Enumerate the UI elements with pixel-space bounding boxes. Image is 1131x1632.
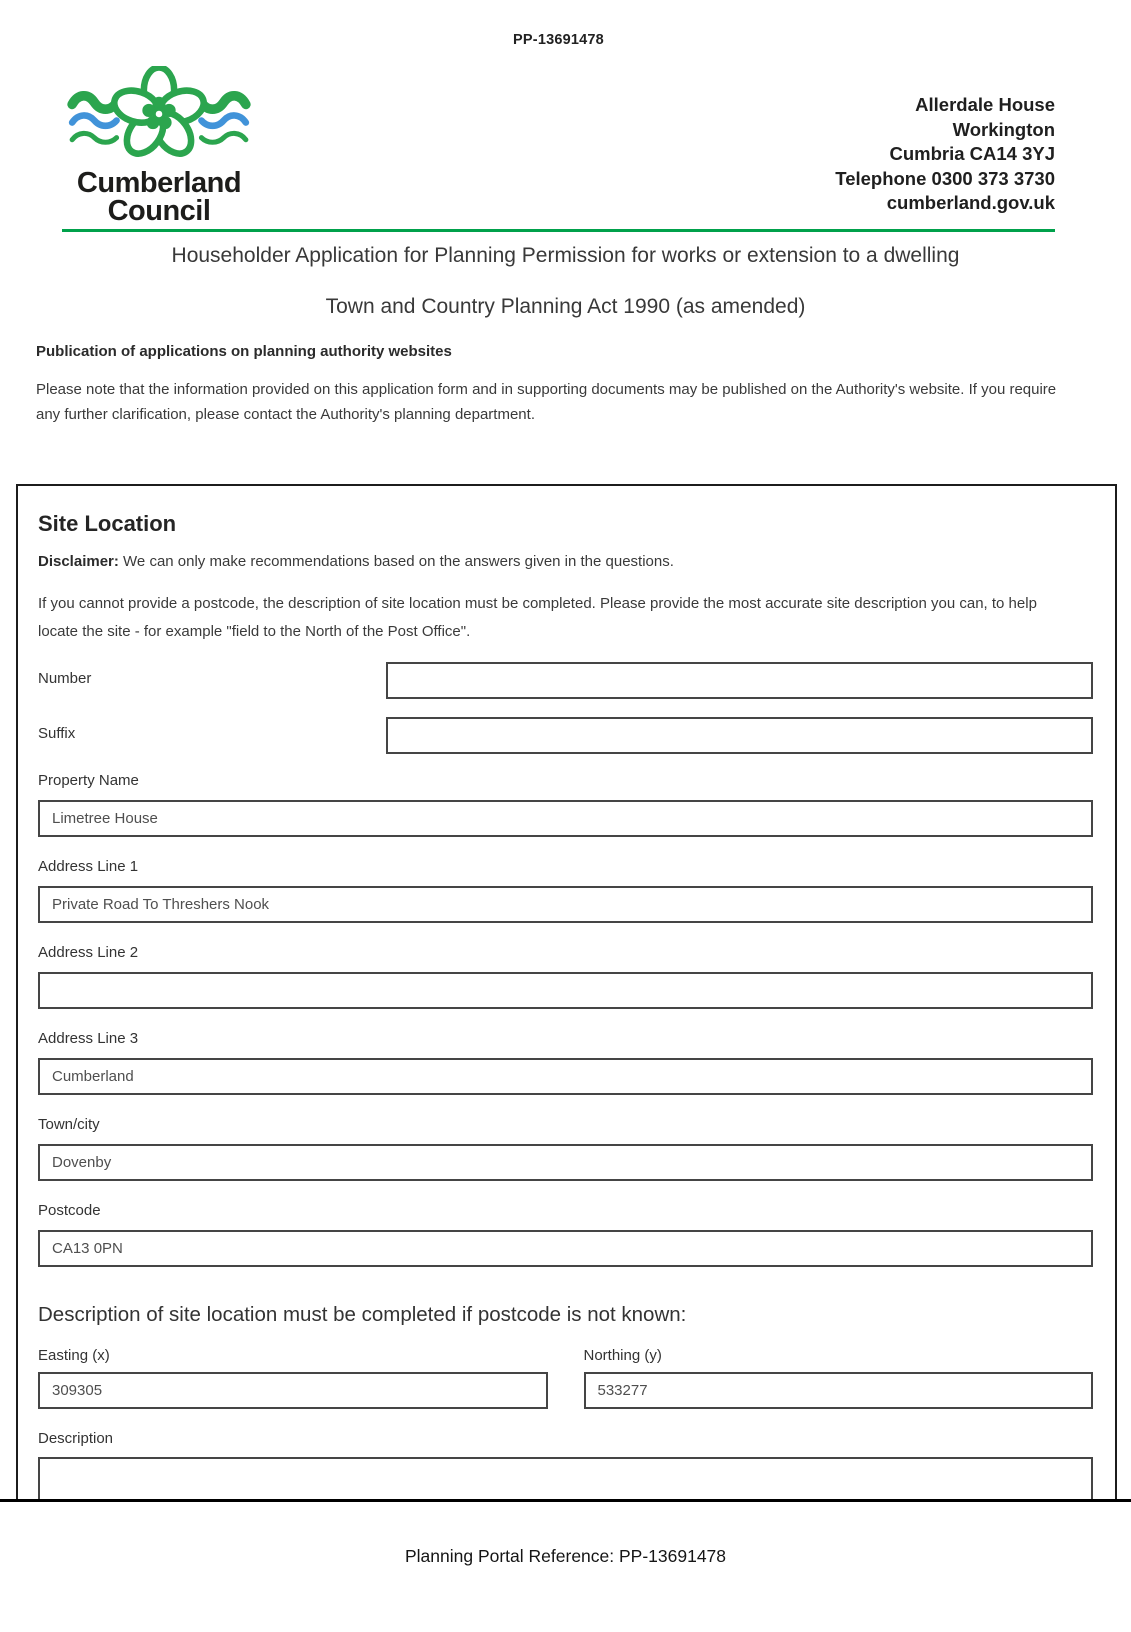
logo-wordmark xyxy=(66,169,252,225)
address-line-3-input[interactable] xyxy=(38,1058,1093,1095)
flower-centre-hole-icon xyxy=(156,111,163,118)
address-line-1-input[interactable] xyxy=(38,886,1093,923)
disclaimer-body: We can only make recommendations based on the answers given in the questions. xyxy=(118,553,674,570)
coordinates-row xyxy=(38,1347,1093,1409)
field-suffix xyxy=(38,717,1093,754)
address-line-3-label: Address Line 3 xyxy=(38,1030,139,1047)
postcode-input[interactable] xyxy=(38,1230,1093,1267)
easting-input[interactable] xyxy=(38,1372,548,1409)
address-line-2-label: Address Line 2 xyxy=(38,944,139,961)
portal-reference-top: PP-13691478 xyxy=(513,32,604,48)
description-textarea[interactable] xyxy=(38,1457,1093,1499)
disclaimer-text xyxy=(38,553,1093,570)
address-line: Allerdale House xyxy=(915,94,1055,115)
site-location-intro: If you cannot provide a postcode, the description of site location must be completed. Please provide the most accurate site description you can, to help locate the site - for example "field to the North of the Post Office". xyxy=(38,595,1037,640)
section-title: Site Location xyxy=(38,511,177,536)
address-line-2-input[interactable] xyxy=(38,972,1093,1009)
field-description xyxy=(38,1430,1093,1499)
address-line: Cumbria CA14 3YJ xyxy=(889,143,1055,164)
postcode-label: Postcode xyxy=(38,1202,101,1219)
field-easting xyxy=(38,1347,548,1409)
town-city-input[interactable] xyxy=(38,1144,1093,1181)
document-title: Householder Application for Planning Permission for works or extension to a dwelling xyxy=(171,244,960,267)
northing-label: Northing (y) xyxy=(583,1347,662,1364)
field-number xyxy=(38,662,1093,699)
number-label: Number xyxy=(38,670,92,687)
page-break-rule xyxy=(0,1499,1131,1502)
cumberland-flower-icon xyxy=(67,66,251,167)
town-city-label: Town/city xyxy=(38,1116,100,1133)
document-subtitle: Town and Country Planning Act 1990 (as amended) xyxy=(325,295,806,318)
field-address-line-2 xyxy=(38,944,1093,1009)
disclaimer-label: Disclaimer: xyxy=(38,553,119,570)
address-line: Telephone 0300 373 3730 xyxy=(835,167,1055,189)
easting-label: Easting (x) xyxy=(38,1347,110,1364)
address-line: Workington xyxy=(952,118,1055,140)
council-address xyxy=(835,93,1055,225)
left-waves-icon xyxy=(72,96,116,142)
logo-line-2: Council xyxy=(107,195,211,227)
field-postcode xyxy=(38,1202,1093,1267)
site-location-section xyxy=(16,484,1117,1499)
suffix-input[interactable] xyxy=(386,717,1093,754)
field-town-city xyxy=(38,1116,1093,1181)
field-property-name xyxy=(38,772,1093,837)
address-line: cumberland.gov.uk xyxy=(886,192,1055,213)
description-label: Description xyxy=(38,1430,114,1447)
right-waves-icon xyxy=(201,96,245,142)
page-header xyxy=(66,66,1055,225)
field-address-line-3 xyxy=(38,1030,1093,1095)
cumberland-council-logo xyxy=(66,66,252,225)
suffix-label: Suffix xyxy=(38,725,76,742)
address-line-1-label: Address Line 1 xyxy=(38,858,139,875)
property-name-input[interactable] xyxy=(38,800,1093,837)
field-northing xyxy=(584,1347,1094,1409)
property-name-label: Property Name xyxy=(38,772,139,789)
northing-input[interactable] xyxy=(584,1372,1094,1409)
number-input[interactable] xyxy=(386,662,1093,699)
publication-text: Please note that the information provided on this application form and in supporting documents may be published on the Authority's website. If you require any further clarification, please contact the Authority's planning department. xyxy=(36,381,1057,423)
logo-line-1: Cumberland xyxy=(76,167,242,199)
green-divider xyxy=(62,229,1055,232)
publication-heading: Publication of applications on planning authority websites xyxy=(36,343,452,360)
description-requirement-heading: Description of site location must be completed if postcode is not known: xyxy=(38,1303,687,1326)
field-address-line-1 xyxy=(38,858,1093,923)
portal-reference-footer: Planning Portal Reference: PP-13691478 xyxy=(404,1546,727,1566)
